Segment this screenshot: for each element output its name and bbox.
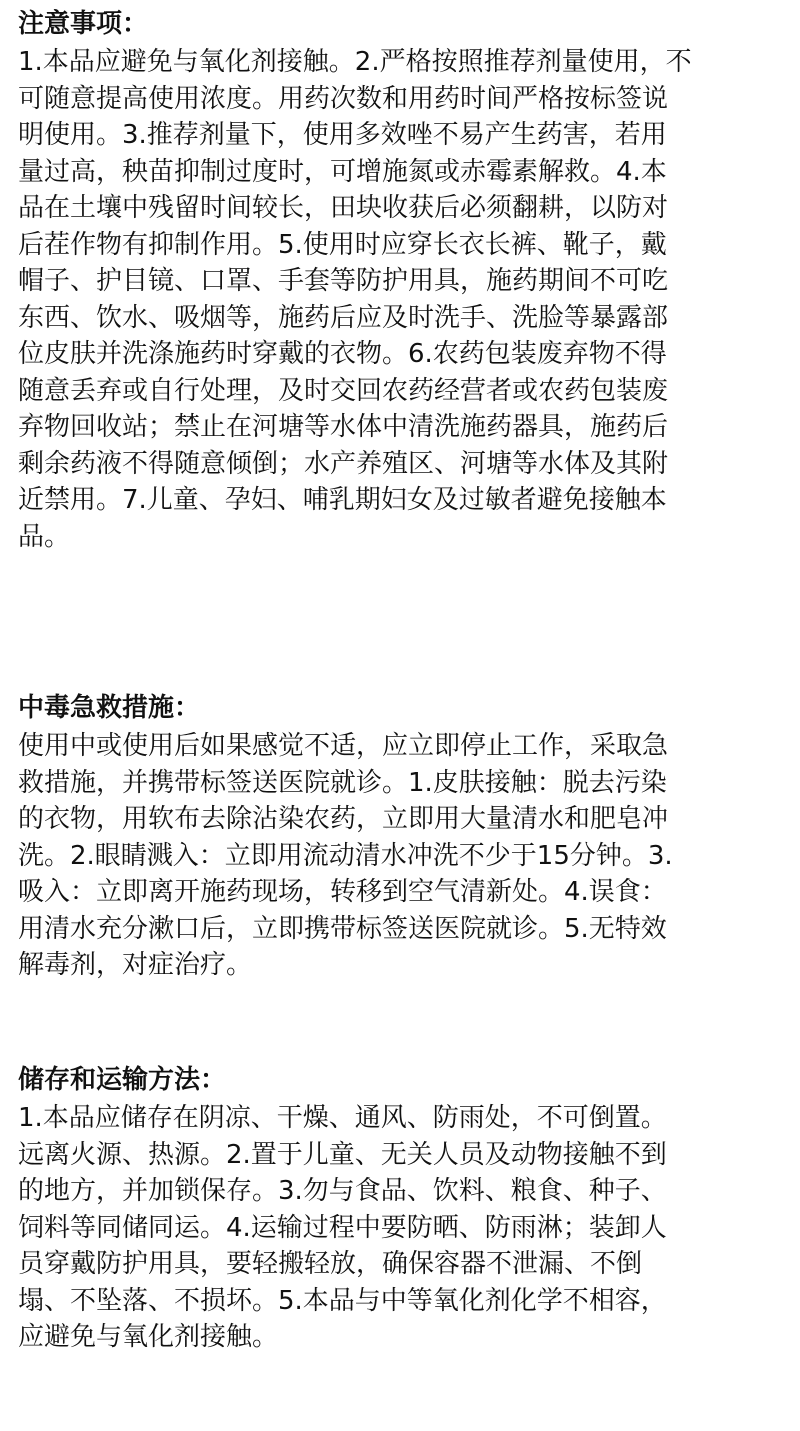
- precautions-line: 可随意提高使用浓度。用药次数和用药时间严格按标签说: [18, 83, 669, 114]
- storage-transport-heading: 储存和运输方法：: [18, 1065, 227, 1095]
- storage-transport-line: 远离火源、热源。2.置于儿童、无关人员及动物接触不到: [18, 1139, 667, 1170]
- precautions-line: 东西、饮水、吸烟等，施药后应及时洗手、洗脸等暴露部: [18, 302, 669, 333]
- first-aid-line: 吸入：立即离开施药现场，转移到空气清新处。4.误食：: [18, 877, 667, 907]
- first-aid-line: 使用中或使用后如果感觉不适，应立即停止工作，采取急: [18, 731, 669, 761]
- precautions-line: 弃物回收站；禁止在河塘等水体中清洗施药器具，施药后: [18, 412, 669, 442]
- first-aid-heading: 中毒急救措施：: [18, 693, 201, 723]
- precautions-line: 量过高，秧苗抑制过度时，可增施氮或赤霉素解救。4.本: [18, 156, 667, 187]
- storage-transport-line: 1.本品应储存在阴凉、干燥、通风、防雨处，不可倒置。: [18, 1103, 667, 1133]
- first-aid-line: 洗。2.眼睛溅入：立即用流动清水冲洗不少于15分钟。3.: [18, 840, 673, 871]
- precautions-line: 品在土壤中残留时间较长，田块收获后必须翻耕，以防对: [18, 193, 669, 223]
- storage-transport-line: 饲料等同储同运。4.运输过程中要防晒、防雨淋；装卸人: [18, 1212, 667, 1243]
- first-aid-line: 救措施，并携带标签送医院就诊。1.皮肤接触：脱去污染: [18, 767, 667, 798]
- first-aid-section: [18, 688, 786, 984]
- precautions-line: 随意丢弃或自行处理，及时交回农药经营者或农药包装废: [18, 375, 669, 406]
- storage-transport-section: [18, 1060, 786, 1356]
- first-aid-line: 用清水充分漱口后，立即携带标签送医院就诊。5.无特效: [18, 913, 667, 944]
- first-aid-body: [18, 728, 786, 984]
- precautions-line: 1.本品应避免与氧化剂接触。2.严格按照推荐剂量使用，不: [18, 47, 692, 77]
- storage-transport-body: [18, 1100, 786, 1356]
- precautions-section: [18, 4, 786, 555]
- storage-transport-line: 员穿戴防护用具，要轻搬轻放，确保容器不泄漏、不倒: [18, 1249, 643, 1279]
- precautions-line: 后茬作物有抑制作用。5.使用时应穿长衣长裤、靴子，戴: [18, 229, 667, 260]
- precautions-line: 位皮肤并洗涤施药时穿戴的衣物。6.农药包装废弃物不得: [18, 339, 667, 369]
- storage-transport-line: 应避免与氧化剂接触。: [18, 1322, 279, 1352]
- storage-transport-line: 的地方，并加锁保存。3.勿与食品、饮料、粮食、种子、: [18, 1176, 667, 1206]
- precautions-body: [18, 44, 786, 555]
- first-aid-line: 解毒剂，对症治疗。: [18, 950, 253, 980]
- precautions-line: 近禁用。7.儿童、孕妇、哺乳期妇女及过敏者避免接触本: [18, 485, 667, 515]
- precautions-line: 明使用。3.推荐剂量下，使用多效唑不易产生药害，若用: [18, 120, 667, 150]
- precautions-heading: 注意事项：: [18, 9, 149, 39]
- precautions-line: 品。: [18, 521, 71, 552]
- first-aid-line: 的衣物，用软布去除沾染农药，立即用大量清水和肥皂冲: [18, 804, 669, 834]
- precautions-line: 剩余药液不得随意倾倒；水产养殖区、河塘等水体及其附: [18, 448, 669, 479]
- storage-transport-line: 塌、不坠落、不损坏。5.本品与中等氧化剂化学不相容，: [18, 1285, 667, 1316]
- precautions-line: 帽子、护目镜、口罩、手套等防护用具，施药期间不可吃: [18, 266, 669, 296]
